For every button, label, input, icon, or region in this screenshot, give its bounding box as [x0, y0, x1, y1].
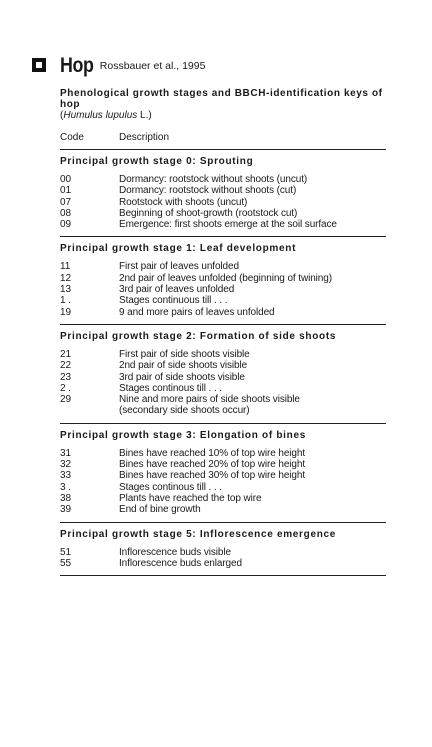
row-code: 13	[60, 284, 71, 296]
page-header	[60, 54, 205, 78]
table-row	[60, 174, 386, 185]
table-row	[60, 504, 386, 515]
row-code: 51	[60, 546, 71, 558]
document-body	[60, 88, 386, 576]
document-subtitle	[60, 110, 386, 121]
stage-section	[60, 424, 386, 523]
table-row	[60, 360, 386, 371]
row-code: 29	[60, 394, 71, 406]
stage-title: Principal growth stage 2: Formation of side shoots	[60, 330, 337, 342]
row-description: Stages continuous till . . .	[119, 295, 228, 307]
row-description: Nine and more pairs of side shoots visible	[119, 394, 300, 406]
row-code: 33	[60, 470, 71, 482]
table-row	[60, 273, 386, 284]
stage-section	[60, 523, 386, 577]
row-description: First pair of side shoots visible	[119, 348, 250, 360]
row-code: 3 .	[60, 481, 71, 493]
row-code: 1 .	[60, 295, 71, 307]
row-code: 19	[60, 306, 71, 318]
row-code: 21	[60, 348, 71, 360]
row-code: 55	[60, 557, 71, 569]
row-code	[60, 405, 119, 416]
species-name: Humulus lupulus	[63, 110, 138, 121]
row-description: 2nd pair of side shoots visible	[119, 360, 248, 372]
row-code: 08	[60, 207, 71, 219]
stage-title: Principal growth stage 5: Inflorescence emergence	[60, 528, 337, 540]
row-description: 9 and more pairs of leaves unfolded	[119, 306, 275, 318]
row-description: Plants have reached the top wire	[119, 492, 262, 504]
row-description: Bines have reached 30% of top wire height	[119, 470, 306, 482]
table-row	[60, 493, 386, 504]
document-title: Phenological growth stages and BBCH-identification keys of hop	[60, 88, 383, 110]
table-row	[60, 482, 386, 493]
table-row	[60, 558, 386, 569]
row-description: Dormancy: rootstock without shoots (cut)	[119, 185, 297, 197]
row-code: 01	[60, 185, 71, 197]
stage-section	[60, 237, 386, 324]
row-code: 32	[60, 459, 71, 471]
row-description: Stages continous till . . .	[119, 481, 222, 493]
row-code: 38	[60, 492, 71, 504]
row-description: Beginning of shoot-growth (rootstock cut)	[119, 207, 298, 219]
row-description: Inflorescence buds enlarged	[119, 557, 242, 569]
table-row	[60, 349, 386, 360]
stage-section	[60, 150, 386, 237]
row-code: 09	[60, 219, 71, 231]
row-description: Stages continous till . . .	[119, 382, 222, 394]
table-header	[60, 132, 386, 150]
stage-section	[60, 325, 386, 424]
table-row	[60, 383, 386, 394]
table-row	[60, 284, 386, 295]
row-description: Dormancy: rootstock without shoots (uncut)	[119, 174, 308, 185]
row-description: 2nd pair of leaves unfolded (beginning of twining)	[119, 272, 332, 284]
row-description: First pair of leaves unfolded	[119, 261, 239, 273]
stages-list	[60, 150, 386, 576]
author-citation: Rossbauer et al., 1995	[99, 60, 206, 72]
row-description: 3rd pair of leaves unfolded	[119, 284, 235, 296]
subtitle-close: L.)	[137, 110, 152, 121]
table-row	[60, 372, 386, 383]
row-code: 07	[60, 196, 71, 208]
row-code: 12	[60, 272, 71, 284]
table-row	[60, 547, 386, 558]
row-code: 23	[60, 371, 71, 383]
stage-title: Principal growth stage 1: Leaf development	[60, 243, 297, 255]
table-row	[60, 219, 386, 230]
row-description: (secondary side shoots occur)	[119, 405, 250, 417]
table-row	[60, 307, 386, 318]
row-code: 22	[60, 360, 71, 372]
row-description: Bines have reached 10% of top wire height	[119, 447, 306, 459]
table-row	[60, 394, 386, 405]
row-description: Emergence: first shoots emerge at the soil surface	[119, 219, 337, 231]
table-row	[60, 261, 386, 272]
table-row	[60, 185, 386, 196]
stage-title: Principal growth stage 3: Elongation of bines	[60, 429, 306, 441]
row-code: 11	[60, 261, 71, 273]
row-code: 39	[60, 504, 71, 516]
page-title: Hop	[60, 54, 94, 77]
table-row	[60, 295, 386, 306]
row-code: 00	[60, 174, 71, 185]
table-row	[60, 405, 386, 416]
code-column-header: Code	[60, 132, 84, 143]
section-marker-icon	[32, 58, 46, 72]
table-row	[60, 459, 386, 470]
table-row	[60, 448, 386, 459]
table-row	[60, 470, 386, 481]
row-description: End of bine growth	[119, 504, 201, 516]
stage-title: Principal growth stage 0: Sprouting	[60, 156, 254, 167]
row-description: Inflorescence buds visible	[119, 546, 231, 558]
row-code: 2 .	[60, 382, 71, 394]
subtitle-open: (	[60, 110, 64, 121]
row-description: Rootstock with shoots (uncut)	[119, 196, 248, 208]
row-code: 31	[60, 447, 71, 459]
description-column-header: Description	[119, 132, 170, 143]
table-row	[60, 197, 386, 208]
row-description: Bines have reached 20% of top wire height	[119, 459, 306, 471]
row-description: 3rd pair of side shoots visible	[119, 371, 245, 383]
table-row	[60, 208, 386, 219]
